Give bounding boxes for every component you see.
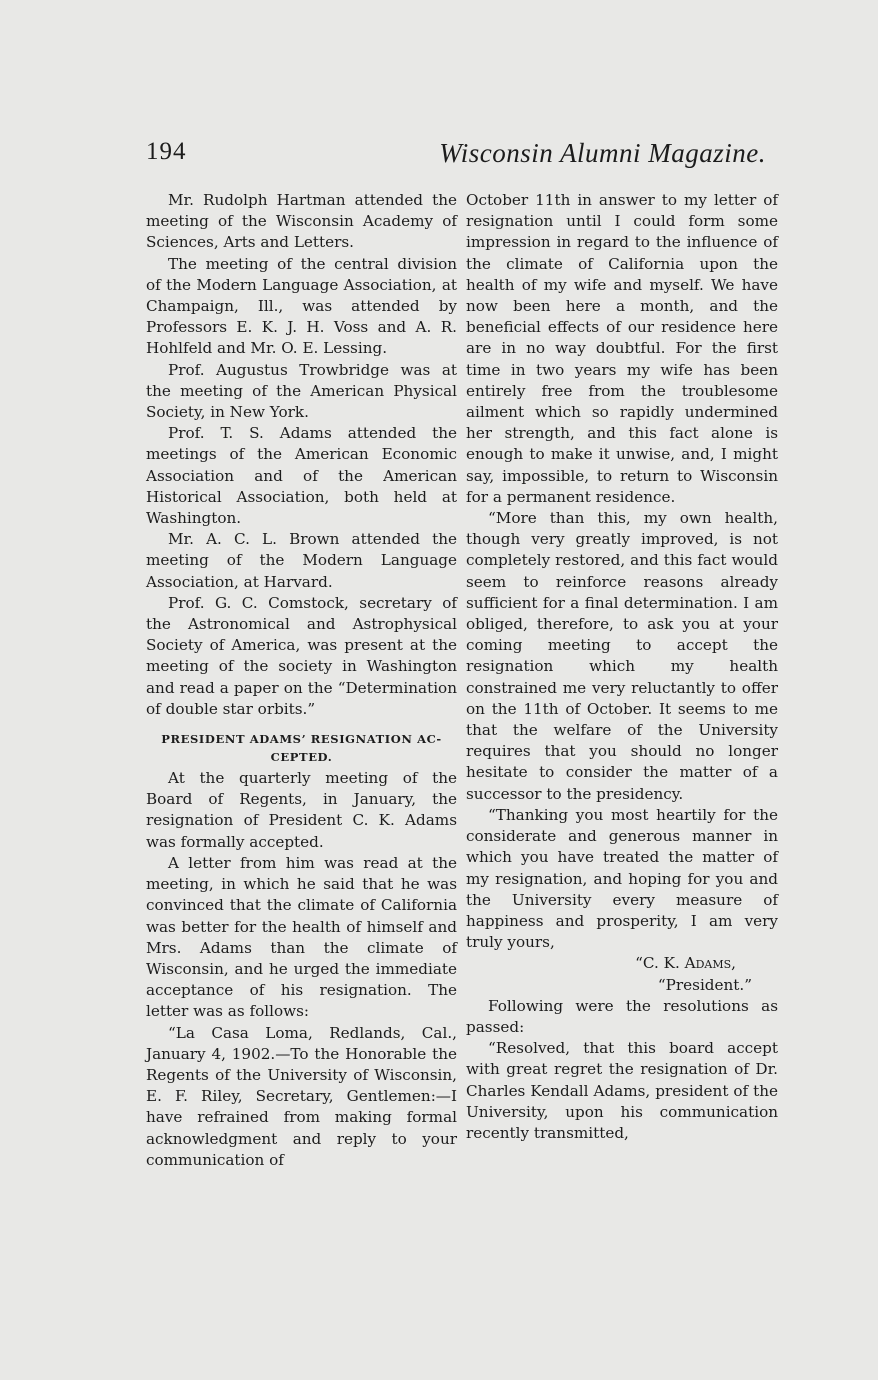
left-column bbox=[146, 190, 457, 1171]
page-header bbox=[146, 138, 778, 178]
paragraph-trowbridge: Prof. Augustus Trowbridge was at the meeting of the American Physical Society, in New York. bbox=[146, 360, 457, 422]
paragraph-resolved: “Resolved, that this board accept with great regret the resignation of Dr. Charles Kendall Adams, president of the University, upon his communication recently transmitted, bbox=[466, 1039, 778, 1142]
magazine-title: Wisconsin Alumni Magazine. bbox=[439, 138, 766, 168]
paragraph-quarterly-meeting: At the quarterly meeting of the Board of Regents, in January, the resignation of President C. K. Adams was formally accepted. bbox=[146, 769, 457, 851]
signature-name: “C. K. Adams, bbox=[635, 954, 736, 973]
paragraph-brown: Mr. A. C. L. Brown attended the meeting of the Modern Language Association, at Harvard. bbox=[146, 530, 457, 591]
section-heading bbox=[146, 730, 457, 766]
paragraph-more-than-this: “More than this, my own health, though very greatly improved, is not completely restored, and this fact would seem to reinforce reasons already sufficient for a final determination. I am obliged, therefore, to ask you at your coming meeting to accept the resignation which my health constrained me very reluctantly to offer on the 11th of October. It seems to me that the welfare of the University requires that you should no longer hesitate to consider the matter of a successor to the presidency. bbox=[466, 509, 778, 803]
paragraph-letter-read: A letter from him was read at the meeting, in which he said that he was convinced that the climate of California was better for the health of himself and Mrs. Adams than the climate of Wisconsin, and he urged the immediate acceptance of his resignation. The letter was as follows: bbox=[146, 853, 457, 1021]
signature-title: “President.” bbox=[657, 975, 752, 994]
page-number: 194 bbox=[146, 138, 187, 165]
paragraph-letter-continued: October 11th in answer to my letter of resignation until I could form some impression in regard to the influence of the climate of California upon the health of my wife and myself. We have now been here a month, and the beneficial effects of our residence here are in no way doubtful. For the first time in two years my wife has been entirely free from the troublesome ailment which so rapidly undermined her strength, and this fact alone is enough to make it unwise, and, I might say, impossible, to return to Wisconsin for a permanent residence. bbox=[466, 191, 778, 506]
paragraph-adams-ts: Prof. T. S. Adams attended the meetings of the American Economic Association and of the American Historical Association, both held at Washington. bbox=[146, 424, 457, 528]
paragraph-modern-language-central: The meeting of the central division of the Modern Language Association, at Champaign, Ill., was attended by Professors E. K. J. H. Voss and A. R. Hohlfeld and Mr. O. E. Lessing. bbox=[146, 254, 457, 358]
paragraph-letter-start: “La Casa Loma, Redlands, Cal., January 4, 1902.—To the Honorable the Regents of the University of Wisconsin, E. F. Riley, Secretary, Gentlemen:—I have refrained from making formal acknowledgment and reply to your communication of bbox=[146, 1023, 457, 1169]
paragraph-thanking-you: “Thanking you most heartily for the considerate and generous manner in which you have treated the matter of my resignation, and hoping for you and the University every measure of happiness and prosperity, I am very truly yours, bbox=[466, 805, 778, 952]
section-heading-line-2: CEPTED. bbox=[270, 750, 333, 765]
paragraph-resolutions: Following were the resolutions as passed: bbox=[466, 996, 778, 1036]
paragraph-comstock: Prof. G. C. Comstock, secretary of the Astronomical and Astrophysical Society of America, was present at the meeting of the society in Washington and read a paper on the “Determination of double star orbits.” bbox=[146, 593, 457, 718]
right-column bbox=[466, 190, 778, 1144]
section-heading-line-1: PRESIDENT ADAMS’ RESIGNATION AC- bbox=[161, 732, 442, 747]
paragraph-hartman: Mr. Rudolph Hartman attended the meeting of the Wisconsin Academy of Sciences, Arts and Letters. bbox=[146, 191, 457, 252]
